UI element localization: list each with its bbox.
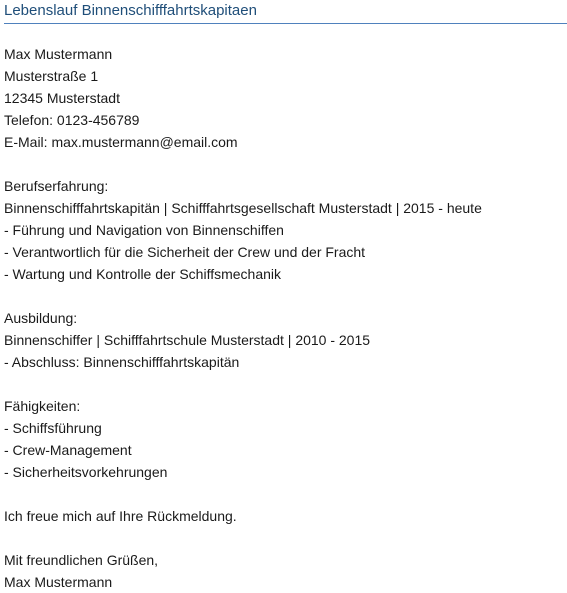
experience-item: - Wartung und Kontrolle der Schiffsmechanik [4, 266, 282, 282]
skills-item: - Sicherheitsvorkehrungen [4, 464, 168, 480]
contact-phone: Telefon: 0123-456789 [4, 112, 140, 128]
blank-line [4, 527, 563, 549]
skills-item: - Crew-Management [4, 442, 132, 458]
contact-email: E-Mail: max.mustermann@email.com [4, 134, 238, 150]
closing-greeting: Mit freundlichen Grüßen, [4, 552, 159, 568]
skills-item: - Schiffsführung [4, 420, 102, 436]
contact-name: Max Mustermann [4, 46, 113, 62]
education-entry: Binnenschiffer | Schifffahrtschule Musterstadt | 2010 - 2015 [4, 332, 371, 348]
contact-street: Musterstraße 1 [4, 68, 99, 84]
blank-line [4, 153, 563, 175]
blank-line [4, 285, 563, 307]
blank-line [4, 373, 563, 395]
blank-line [4, 483, 563, 505]
experience-position: Binnenschifffahrtskapitän | Schifffahrtsgesellschaft Musterstadt | 2015 - heute [4, 200, 482, 216]
closing-message: Ich freue mich auf Ihre Rückmeldung. [4, 508, 237, 524]
experience-item: - Führung und Navigation von Binnenschiffen [4, 222, 284, 238]
experience-heading: Berufserfahrung: [4, 178, 109, 194]
education-heading: Ausbildung: [4, 310, 78, 326]
document-body [4, 43, 563, 593]
title-underline-divider [4, 23, 567, 24]
experience-item: - Verantwortlich für die Sicherheit der Crew und der Fracht [4, 244, 366, 260]
document-title: Lebenslauf Binnenschifffahrtskapitaen [4, 2, 257, 19]
document-page [4, 0, 563, 590]
education-item: - Abschluss: Binnenschifffahrtskapitän [4, 354, 240, 370]
contact-city: 12345 Musterstadt [4, 90, 120, 106]
skills-heading: Fähigkeiten: [4, 398, 81, 414]
closing-signature: Max Mustermann [4, 574, 113, 590]
